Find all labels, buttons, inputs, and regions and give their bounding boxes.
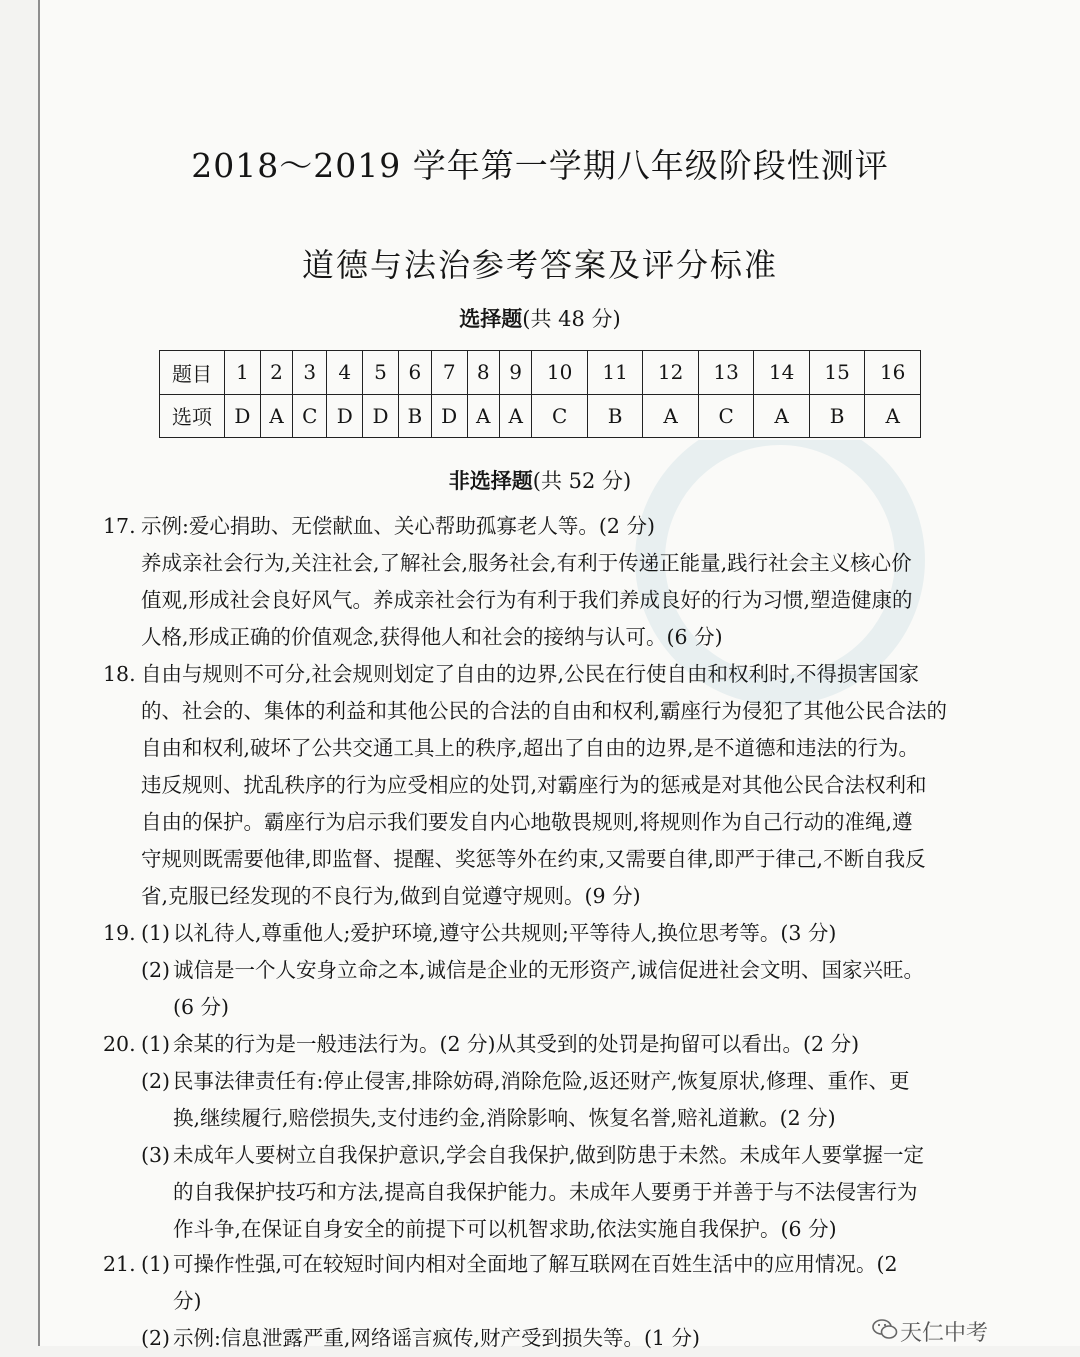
answer-line: 自由的保护。霸座行为启示我们要发自内心地敬畏规则,将规则作为自己行动的准绳,遵 xyxy=(141,810,913,834)
section-label: 非选择题 xyxy=(448,469,533,493)
question-18 xyxy=(103,656,983,915)
question-number: 17. xyxy=(103,514,136,538)
source-watermark: 天仁中考 xyxy=(900,1321,989,1346)
question-21 xyxy=(103,1246,983,1357)
answer-line: 省,克服已经发现的不良行为,做到自觉遵守规则。(9 分) xyxy=(141,884,641,908)
answer-line: 自由和权利,破坏了公共交通工具上的秩序,超出了自由的边界,是不道德和违法的行为。 xyxy=(141,736,920,760)
answer-cell: C xyxy=(698,394,754,438)
answer-line: 值观,形成社会良好风气。养成亲社会行为有利于我们养成良好的行为习惯,塑造健康的 xyxy=(141,588,913,612)
document-subtitle: 道德与法治参考答案及评分标准 xyxy=(301,246,778,284)
subquestion-label: (1) xyxy=(141,1032,171,1056)
question-number: 18. xyxy=(103,662,136,686)
answer-cell: A xyxy=(865,394,921,438)
subquestion-label: (1) xyxy=(141,1252,171,1276)
answer-line: 违反规则、扰乱秩序的行为应受相应的处罚,对霸座行为的惩戒是对其他公民合法权利和 xyxy=(141,773,927,797)
answer-line: 养成亲社会行为,关注社会,了解社会,服务社会,有利于传递正能量,践行社会主义核心价 xyxy=(141,551,912,575)
answer-cell: C xyxy=(293,394,327,438)
answer-cell: D xyxy=(225,394,261,438)
answer-cell: A xyxy=(260,394,292,438)
table-answer-label-cell: 选项 xyxy=(160,394,225,438)
section-score: (共 48 分) xyxy=(522,307,621,331)
question-number-cell: 8 xyxy=(467,351,499,395)
answer-cell: A xyxy=(754,394,810,438)
question-number-cell: 15 xyxy=(809,351,865,395)
question-number: 20. xyxy=(103,1032,136,1056)
answer-cell: C xyxy=(532,394,588,438)
answer-cell: A xyxy=(499,394,531,438)
question-number-cell: 12 xyxy=(643,351,699,395)
answer-cell: A xyxy=(643,394,699,438)
answer-line: 分) xyxy=(173,1289,202,1313)
answer-line: 守规则既需要他律,即监督、提醒、奖惩等外在约束,又需要自律,即严于律己,不断自我反 xyxy=(141,847,926,871)
table-row-numbers xyxy=(160,351,921,395)
answer-line: 未成年人要树立自我保护意识,学会自我保护,做到防患于未然。未成年人要掌握一定 xyxy=(173,1143,925,1167)
question-number-cell: 6 xyxy=(398,351,431,395)
answer-line: 换,继续履行,赔偿损失,支付违约金,消除影响、恢复名誉,赔礼道歉。(2 分) xyxy=(173,1106,836,1130)
question-number-cell: 1 xyxy=(225,351,261,395)
answer-table xyxy=(159,350,921,438)
question-17 xyxy=(103,508,983,656)
question-number-cell: 11 xyxy=(587,351,643,395)
wechat-icon xyxy=(872,1318,898,1340)
subquestion-label: (2) xyxy=(141,1069,171,1093)
answer-line: (6 分) xyxy=(173,995,230,1019)
answer-line: 作斗争,在保证自身安全的前提下可以机智求助,依法实施自我保护。(6 分) xyxy=(173,1217,837,1241)
subquestion-label: (2) xyxy=(141,1326,171,1350)
answer-cell: D xyxy=(363,394,399,438)
question-number: 19. xyxy=(103,921,136,945)
answer-cell: B xyxy=(587,394,643,438)
answer-line: 民事法律责任有:停止侵害,排除妨碍,消除危险,返还财产,恢复原状,修理、重作、更 xyxy=(173,1069,910,1093)
answer-line: 诚信是一个人安身立命之本,诚信是企业的无形资产,诚信促进社会文明、国家兴旺。 xyxy=(173,958,925,982)
question-20 xyxy=(103,1026,983,1248)
subquestion-label: (3) xyxy=(141,1143,171,1167)
question-number-cell: 4 xyxy=(327,351,363,395)
subquestion-label: (1) xyxy=(141,921,171,945)
question-number: 21. xyxy=(103,1252,136,1276)
answer-line: 示例:信息泄露严重,网络谣言疯传,财产受到损失等。(1 分) xyxy=(173,1326,700,1350)
section-score: (共 52 分) xyxy=(532,469,632,493)
table-header-cell: 题目 xyxy=(160,351,225,395)
question-number-cell: 14 xyxy=(754,351,810,395)
question-number-cell: 10 xyxy=(532,351,588,395)
subquestion-label: (2) xyxy=(141,958,171,982)
question-number-cell: 2 xyxy=(260,351,292,395)
answer-line: 人格,形成正确的价值观念,获得他人和社会的接纳与认可。(6 分) xyxy=(141,625,723,649)
section-heading-nonchoice xyxy=(0,465,1080,495)
answer-cell: B xyxy=(809,394,865,438)
question-number-cell: 5 xyxy=(363,351,399,395)
question-19 xyxy=(103,915,983,1026)
section-label: 选择题 xyxy=(459,307,523,331)
section-heading-choice xyxy=(0,303,1080,333)
answer-cell: D xyxy=(327,394,363,438)
answer-line: 的、社会的、集体的利益和其他公民的合法的自由和权利,霸座行为侵犯了其他公民合法的 xyxy=(141,699,948,723)
answer-line: 可操作性强,可在较短时间内相对全面地了解互联网在百姓生活中的应用情况。(2 xyxy=(173,1252,898,1276)
question-number-cell: 9 xyxy=(499,351,531,395)
answer-line: 自由与规则不可分,社会规则划定了自由的边界,公民在行使自由和权利时,不得损害国家 xyxy=(141,662,920,686)
question-number-cell: 16 xyxy=(865,351,921,395)
answer-cell: B xyxy=(398,394,431,438)
question-number-cell: 13 xyxy=(698,351,754,395)
question-number-cell: 7 xyxy=(431,351,467,395)
answer-cell: A xyxy=(467,394,499,438)
answer-line: 以礼待人,尊重他人;爱护环境,遵守公共规则;平等待人,换位思考等。(3 分) xyxy=(173,921,837,945)
document-title: 2018～2019 学年第一学期八年级阶段性测评 xyxy=(191,146,889,185)
answer-line: 的自我保护技巧和方法,提高自我保护能力。未成年人要勇于并善于与不法侵害行为 xyxy=(173,1180,918,1204)
answer-line: 余某的行为是一般违法行为。(2 分)从其受到的处罚是拘留可以看出。(2 分) xyxy=(173,1032,860,1056)
table-row-answers xyxy=(160,394,921,438)
answer-cell: D xyxy=(431,394,467,438)
answer-line: 示例:爱心捐助、无偿献血、关心帮助孤寡老人等。(2 分) xyxy=(141,514,655,538)
question-number-cell: 3 xyxy=(293,351,327,395)
